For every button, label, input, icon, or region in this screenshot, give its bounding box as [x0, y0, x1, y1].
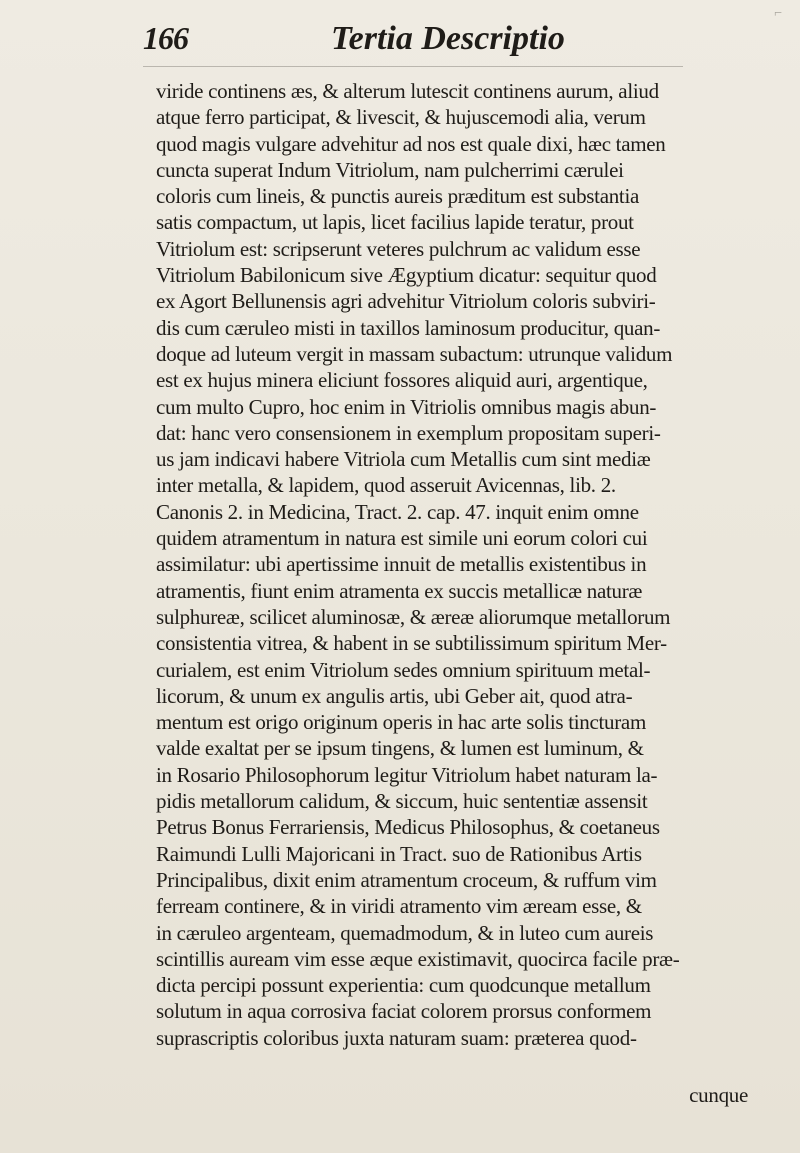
text-line: mentum est origo originum operis in hac arte solis tincturam	[156, 710, 646, 735]
text-line: scintillis auream vim esse æque existimavit, quocirca facile præ-	[156, 946, 680, 971]
text-line: cuncta superat Indum Vitriolum, nam pulcherrimi cærulei	[156, 157, 624, 182]
text-line: quidem atramentum in natura est simile uni eorum colori cui	[156, 526, 648, 551]
text-line: in Rosario Philosophorum legitur Vitriolum habet naturam la-	[156, 762, 658, 787]
corner-mark: ⌐	[774, 6, 782, 21]
text-line: satis compactum, ut lapis, licet facilius lapide teratur, prout	[156, 210, 634, 235]
text-line: solutum in aqua corrosiva faciat colorem prorsus conformem	[156, 999, 652, 1024]
text-line: Principalibus, dixit enim atramentum croceum, & ruffum vim	[156, 867, 657, 892]
text-line: sulphureæ, scilicet aluminosæ, & æreæ aliorumque metallorum	[156, 604, 671, 629]
text-line: coloris cum lineis, & punctis aureis præditum est substantia	[156, 184, 640, 209]
text-line: curialem, est enim Vitriolum sedes omnium spirituum metal-	[156, 657, 651, 682]
header-rule	[143, 66, 683, 67]
text-line: Raimundi Lulli Majoricani in Tract. suo de Rationibus Artis	[156, 841, 642, 866]
text-line: ferream continere, & in viridi atramento vim æream esse, &	[156, 894, 642, 919]
text-line: us jam indicavi habere Vitriola cum Metallis cum sint mediæ	[156, 447, 651, 472]
text-line: assimilatur: ubi apertissime innuit de metallis existentibus in	[156, 552, 647, 577]
text-line: licorum, & unum ex angulis artis, ubi Geber ait, quod atra-	[156, 683, 633, 708]
text-line: Vitriolum est: scripserunt veteres pulchrum ac validum esse	[156, 236, 641, 261]
text-line: pidis metallorum calidum, & siccum, huic sententiæ assensit	[156, 789, 648, 814]
text-line: quod magis vulgare advehitur ad nos est quale dixi, hæc tamen	[156, 131, 666, 156]
catchword: cunque	[689, 1083, 748, 1107]
page-number: 166	[143, 20, 188, 56]
body-text	[156, 78, 796, 1051]
page-header	[143, 20, 663, 70]
text-line: ex Agort Bellunensis agri advehitur Vitriolum coloris subviri-	[156, 289, 656, 314]
text-line: Petrus Bonus Ferrariensis, Medicus Philosophus, & coetaneus	[156, 815, 660, 840]
text-line: dis cum cæruleo misti in taxillos laminosum producitur, quan-	[156, 315, 661, 340]
text-line: cum multo Cupro, hoc enim in Vitriolis omnibus magis abun-	[156, 394, 657, 419]
text-line: doque ad luteum vergit in massam subactum: utrunque validum	[156, 341, 673, 366]
text-line: dicta percipi possunt experientia: cum quodcunque metallum	[156, 973, 651, 998]
text-line: dat: hanc vero consensionem in exemplum propositam superi-	[156, 420, 661, 445]
text-line: Canonis 2. in Medicina, Tract. 2. cap. 47. inquit enim omne	[156, 499, 639, 524]
text-line: inter metalla, & lapidem, quod asseruit Avicennas, lib. 2.	[156, 473, 616, 498]
text-line: consistentia vitrea, & habent in se subtilissimum spiritum Mer-	[156, 631, 667, 656]
text-line: atramentis, fiunt enim atramenta ex succis metallicæ naturæ	[156, 578, 643, 603]
running-title: Tertia Descriptio	[331, 20, 565, 57]
text-line: est ex hujus minera eliciunt fossores aliquid auri, argentique,	[156, 368, 648, 393]
text-line: viride continens æs, & alterum lutescit continens aurum, aliud	[156, 79, 659, 103]
text-line: Vitriolum Babilonicum sive Ægyptium dicatur: sequitur quod	[156, 263, 657, 288]
text-line: suprascriptis coloribus juxta naturam suam: præterea quod-	[156, 1025, 637, 1050]
text-line: valde exaltat per se ipsum tingens, & lumen est luminum, &	[156, 736, 644, 761]
text-line: atque ferro participat, & livescit, & hujuscemodi alia, verum	[156, 105, 646, 130]
text-line: in cæruleo argenteam, quemadmodum, & in luteo cum aureis	[156, 920, 654, 945]
